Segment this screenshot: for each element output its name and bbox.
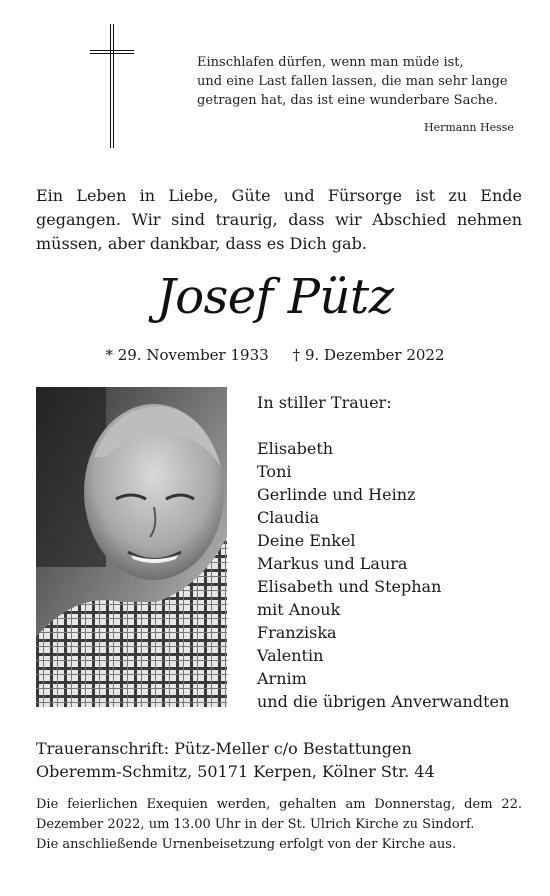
quote-line: getragen hat, das ist eine wunderbare Sache. [197, 93, 498, 108]
mourner-name: Toni [257, 462, 292, 481]
mourner-name: mit Anouk [257, 600, 341, 619]
mourner-name: Claudia [257, 508, 320, 527]
address-line: Traueranschrift: Pütz-Meller c/o Bestattungen [36, 739, 412, 758]
service-info [36, 795, 522, 855]
mourner-name: und die übrigen Anverwandten [257, 692, 510, 711]
birth-date: * 29. November 1933 [105, 346, 269, 364]
quote-line: und eine Last fallen lassen, die man sehr lange [197, 74, 508, 89]
mourner-name: Valentin [257, 646, 324, 665]
mourner-name: Gerlinde und Heinz [257, 485, 416, 504]
quote-line: Einschlafen dürfen, wenn man müde ist, [197, 55, 464, 70]
mourners-list [257, 391, 527, 713]
quote-author: Hermann Hesse [424, 121, 514, 134]
mourner-name: Arnim [257, 669, 307, 688]
mourning-address [36, 737, 522, 783]
mourners-heading: In stiller Trauer: [257, 393, 392, 412]
address-line: Oberemm-Schmitz, 50171 Kerpen, Kölner Str. 44 [36, 762, 435, 781]
life-dates [0, 345, 550, 365]
intro-text: Ein Leben in Liebe, Güte und Fürsorge ist zu Ende gegangen. Wir sind traurig, dass wir Abschied nehmen müssen, aber dankbar, dass es Dich gab. [36, 186, 522, 253]
service-text: Die feierlichen Exequien werden, gehalten am Donnerstag, dem 22. Dezember 2022, um 13.00 Uhr in der St. Ulrich Kirche zu Sindorf. [36, 797, 522, 832]
burial-text: Die anschließende Urnenbeisetzung erfolgt von der Kirche aus. [36, 837, 457, 852]
deceased-name: Josef Pütz [156, 269, 394, 325]
quote [197, 53, 527, 110]
cross-icon [90, 24, 134, 148]
mourner-name: Elisabeth und Stephan [257, 577, 442, 596]
portrait-photo [36, 387, 227, 707]
mourner-name: Markus und Laura [257, 554, 408, 573]
death-date: † 9. Dezember 2022 [292, 346, 445, 364]
mourner-name: Elisabeth [257, 439, 334, 458]
mourner-name: Franziska [257, 623, 337, 642]
mourner-name: Deine Enkel [257, 531, 356, 550]
